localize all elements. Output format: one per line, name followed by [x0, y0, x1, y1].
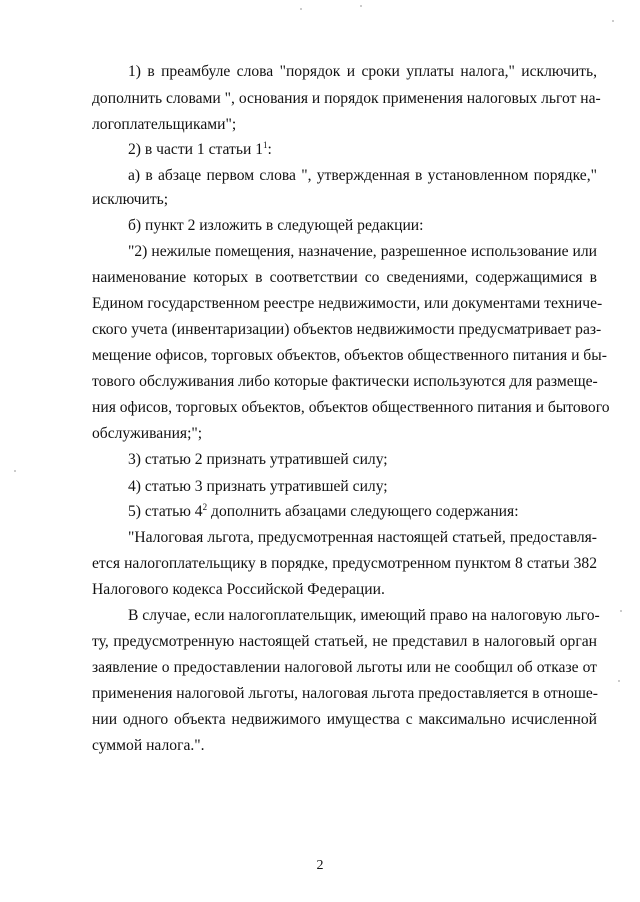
text-line: ту, предусмотренную настоящей статьей, не представил в налоговый орган — [92, 633, 597, 650]
text-line: 5) статью $4^2$ дополнить абзацами следующего содержания: — [128, 502, 519, 520]
text-line: нии одного объекта недвижимого имущества с максимально исчисленной — [92, 711, 597, 728]
text-line: Едином государственном реестре недвижимости, или документами техниче- — [92, 295, 603, 312]
scan-speck — [14, 470, 16, 472]
scan-speck — [360, 5, 362, 7]
text-line: "Налоговая льгота, предусмотренная настоящей статьей, предоставля- — [128, 529, 597, 546]
scan-speck — [612, 20, 614, 22]
scan-speck — [300, 8, 302, 10]
text-line: б) пункт 2 изложить в следующей редакции: — [128, 217, 424, 234]
text-line: Налогового кодекса Российской Федерации. — [92, 581, 385, 598]
text-line: В случае, если налогоплательщик, имеющий право на налоговую льго- — [128, 607, 600, 624]
text-line: ется налогоплательщику в порядке, предусмотренном пунктом 8 статьи 382 — [92, 555, 597, 572]
text-line: исключить; — [92, 191, 169, 208]
text-line: 2) в части 1 статьи $1^1$: — [128, 140, 272, 158]
scan-speck — [620, 610, 622, 612]
text-line: а) в абзаце первом слова ", утвержденная в установленном порядке," — [128, 167, 597, 184]
text-line: заявление о предоставлении налоговой льготы или не сообщил об отказе от — [92, 659, 597, 676]
text-line: применения налоговой льготы, налоговая льгота предоставляется в отноше- — [92, 685, 599, 702]
text-line: 3) статью 2 признать утратившей силу; — [128, 451, 388, 468]
text-line: 4) статью 3 признать утратившей силу; — [128, 478, 388, 495]
text-line: наименование которых в соответствии со сведениями, содержащимися в — [92, 269, 597, 286]
text-line: дополнить словами ", основания и порядок применения налоговых льгот на- — [92, 90, 601, 107]
text-line: ского учета (инвентаризации) объектов недвижимости предусматривает раз- — [92, 321, 602, 338]
text-line: обслуживания;"; — [92, 425, 203, 442]
text-line: 1) в преамбуле слова "порядок и сроки уплаты налога," исключить, — [128, 63, 597, 80]
text-line: "2) нежилые помещения, назначение, разрешенное использование или — [128, 243, 597, 260]
text-line: логоплательщиками"; — [92, 116, 237, 133]
text-line: тового обслуживания либо которые фактически используются для размеще- — [92, 373, 598, 390]
text-line: суммой налога.". — [92, 737, 205, 754]
page-number: 2 — [316, 858, 324, 873]
scan-speck — [618, 680, 620, 682]
text-line: ния офисов, торговых объектов, объектов общественного питания и бытового — [92, 399, 610, 416]
text-line: мещение офисов, торговых объектов, объектов общественного питания и бы- — [92, 347, 607, 364]
